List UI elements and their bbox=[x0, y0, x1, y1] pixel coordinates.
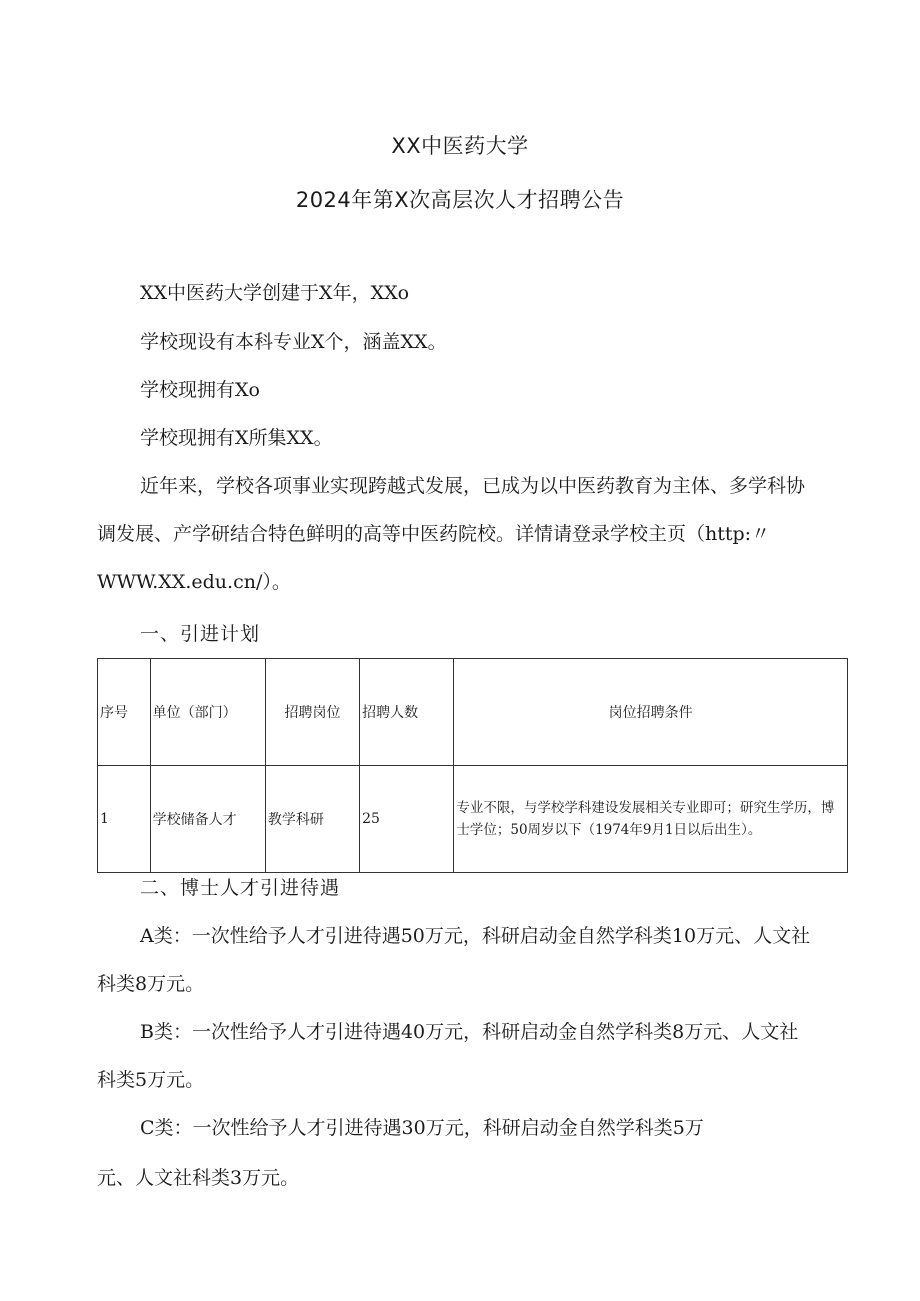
table-header-row bbox=[98, 659, 848, 766]
benefit-c-line2: 元、人文社科类3万元。 bbox=[97, 1167, 300, 1189]
benefit-c-line1: C类：一次性给予人才引进待遇30万元，科研启动金自然学科类5万 bbox=[140, 1117, 704, 1139]
section-heading-plan: 一、引进计划 bbox=[140, 623, 261, 645]
document-title-university: XX中医药大学 bbox=[391, 134, 529, 158]
document-title-announcement: 2024年第X次高层次人才招聘公告 bbox=[295, 188, 625, 212]
cell-conditions: 专业不限，与学校学科建设发展相关专业即可；研究生学历，博士学位；50周岁以下（1974年9月1日以后出生）。 bbox=[454, 766, 848, 873]
table-row bbox=[98, 766, 848, 873]
header-cell-count: 招聘人数 bbox=[360, 659, 454, 766]
section-heading-benefits: 二、博士人才引进待遇 bbox=[140, 877, 341, 899]
cell-count: 25 bbox=[360, 766, 454, 873]
cell-unit: 学校储备人才 bbox=[150, 766, 265, 873]
cell-post: 教学科研 bbox=[265, 766, 359, 873]
intro-paragraph-resources: 学校现拥有Xo bbox=[140, 379, 260, 401]
cell-number: 1 bbox=[98, 766, 151, 873]
header-cell-post: 招聘岗位 bbox=[265, 659, 359, 766]
intro-paragraph-website: WWW.XX.edu.cn/）。 bbox=[97, 571, 291, 593]
benefit-b-line1: B类：一次性给予人才引进待遇40万元，科研启动金自然学科类8万元、人文社 bbox=[140, 1021, 799, 1043]
intro-paragraph-institutes: 学校现拥有X所集XX。 bbox=[140, 427, 333, 449]
benefit-b-line2: 科类5万元。 bbox=[97, 1069, 205, 1091]
benefit-a-line2: 科类8万元。 bbox=[97, 973, 205, 995]
recruitment-plan-table bbox=[97, 658, 848, 873]
intro-paragraph-development-line1: 近年来，学校各项事业实现跨越式发展，已成为以中医药教育为主体、多学科协 bbox=[140, 475, 806, 497]
intro-paragraph-development-line2: 调发展、产学研结合特色鲜明的高等中医药院校。详情请登录学校主页（http:〃 bbox=[97, 523, 771, 545]
intro-paragraph-founding: XX中医药大学创建于X年，XXo bbox=[140, 282, 410, 304]
benefit-a-line1: A类：一次性给予人才引进待遇50万元，科研启动金自然学科类10万元、人文社 bbox=[140, 925, 811, 947]
header-cell-number: 序号 bbox=[98, 659, 151, 766]
header-cell-unit: 单位（部门） bbox=[150, 659, 265, 766]
intro-paragraph-majors: 学校现设有本科专业X个，涵盖XX。 bbox=[140, 331, 447, 353]
header-cell-conditions: 岗位招聘条件 bbox=[454, 659, 848, 766]
